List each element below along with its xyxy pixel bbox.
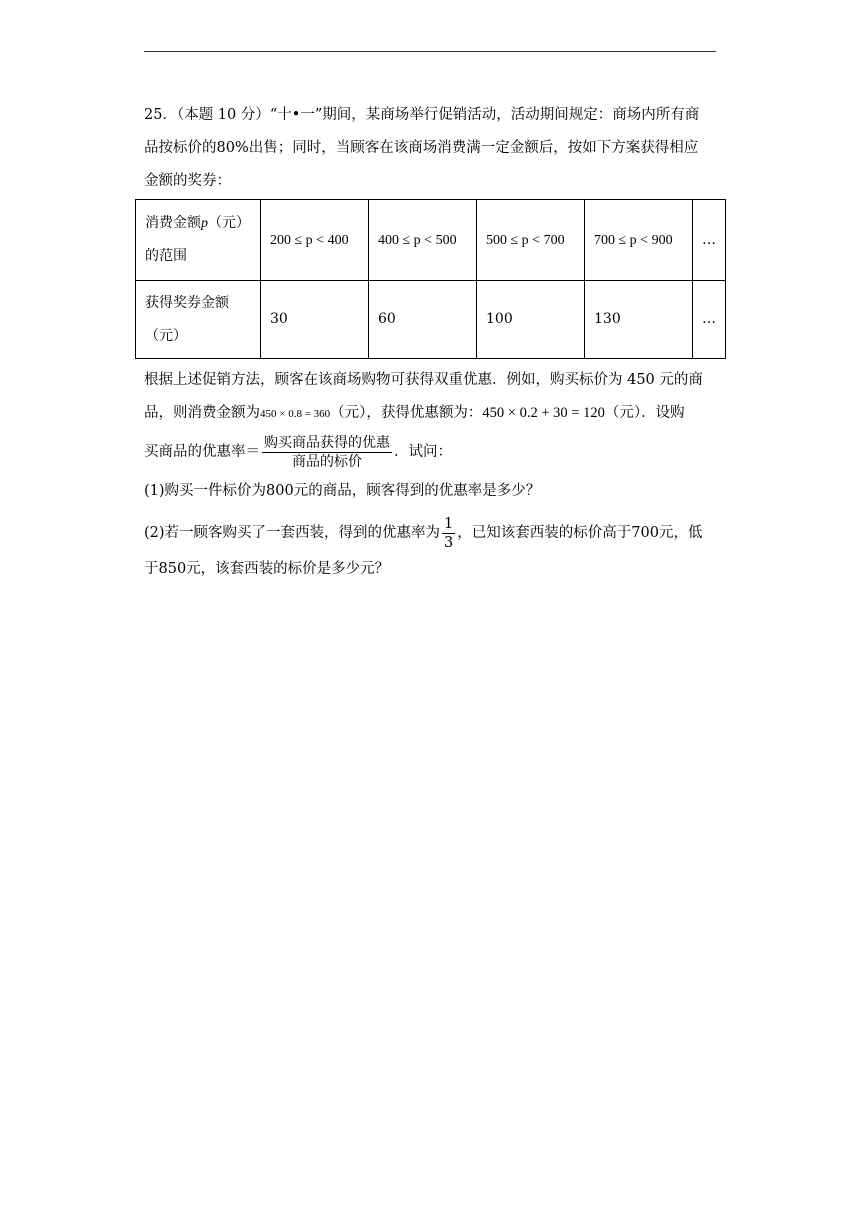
intro-line-1: 25．（本题 10 分）“十•一”期间，某商场举行促销活动，活动期间规定：商场内所有商 xyxy=(144,107,700,123)
rate-numerator: 购买商品获得的优惠 xyxy=(264,434,390,451)
amount-header-cell xyxy=(136,281,261,359)
q2-text-a: (2)若一顾客购买了一套西装，得到的优惠率为 xyxy=(144,525,441,541)
q2-fraction xyxy=(442,515,455,552)
range-cell-4: 700 ≤ p < 900 xyxy=(585,200,693,281)
explain-text-b: （元），获得优惠额为： xyxy=(330,405,483,421)
table-row-range xyxy=(136,200,726,281)
range-cell-1: 200 ≤ p < 400 xyxy=(261,200,369,281)
explain-line-1: 根据上述促销方法，顾客在该商场购物可获得双重优惠．例如，购买标价为 450 元的商 xyxy=(144,372,703,388)
range-header-cell xyxy=(136,200,261,281)
rate-fraction xyxy=(262,434,392,471)
explain-text-c: （元）．设购 xyxy=(604,405,685,421)
amount-cell-2: 60 xyxy=(369,281,477,359)
q2-line-2: 于850元，该套西装的标价是多少元？ xyxy=(144,561,390,577)
range-ellipsis-cell: … xyxy=(693,200,726,281)
q2-frac-den: 3 xyxy=(444,534,454,551)
q2-text-b: ，已知该套西装的标价高于700元，低 xyxy=(457,525,703,541)
example-formula-1: 450 × 0.8 = 360 xyxy=(260,408,331,420)
range-cell-3: 500 ≤ p < 700 xyxy=(477,200,585,281)
range-header-unit: （元） xyxy=(208,215,250,231)
table-row-amount xyxy=(136,281,726,359)
range-header-suffix: 的范围 xyxy=(145,248,187,264)
amount-header-text: 获得奖券金额 xyxy=(145,294,229,311)
amount-cell-1: 30 xyxy=(261,281,369,359)
header-rule xyxy=(144,51,716,52)
reward-table xyxy=(135,199,726,359)
question-lead: ．试问： xyxy=(394,444,452,460)
question-1 xyxy=(144,475,724,508)
example-formula-2: 450 × 0.2 + 30 = 120 xyxy=(482,405,605,421)
explain-text-a: 品，则消费金额为 xyxy=(144,405,260,421)
explain-line-3 xyxy=(144,430,724,474)
amount-cell-4: 130 xyxy=(585,281,693,359)
question-2 xyxy=(144,513,724,586)
amount-header-unit: （元） xyxy=(145,327,187,344)
rate-definition-label: 买商品的优惠率＝ xyxy=(144,444,260,460)
amount-cell-3: 100 xyxy=(477,281,585,359)
intro-line-2: 品按标价的80%出售；同时，当顾客在该商场消费满一定金额后，按如下方案获得相应 xyxy=(144,140,699,156)
explanation xyxy=(144,364,724,474)
range-header-var: p xyxy=(201,216,208,231)
intro-line-3: 金额的奖券： xyxy=(144,173,231,189)
rate-denominator: 商品的标价 xyxy=(292,453,362,470)
range-cell-2: 400 ≤ p < 500 xyxy=(369,200,477,281)
amount-ellipsis-cell: … xyxy=(693,281,726,359)
q2-line-1 xyxy=(144,513,724,553)
range-header-text: 消费金额 xyxy=(145,215,201,231)
explain-line-2 xyxy=(144,397,724,430)
problem-intro xyxy=(144,99,724,198)
q1-text: (1)购买一件标价为800元的商品，顾客得到的优惠率是多少？ xyxy=(144,483,541,499)
q2-frac-num: 1 xyxy=(444,515,454,532)
